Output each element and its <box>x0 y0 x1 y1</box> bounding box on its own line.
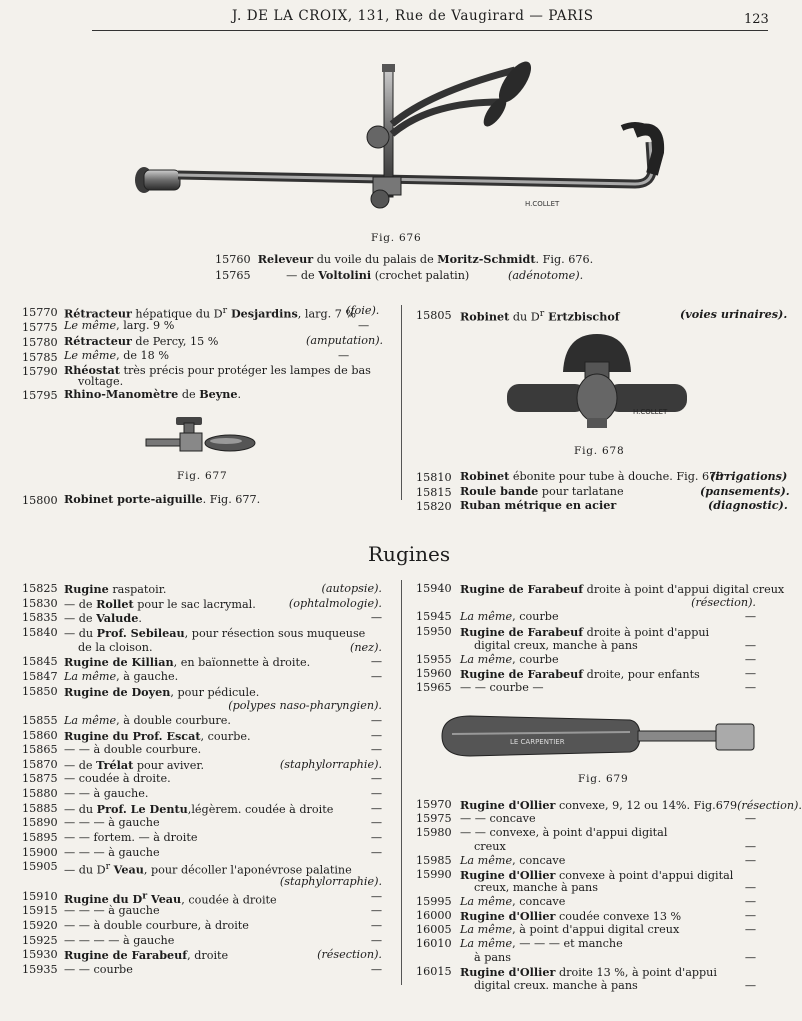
catalogue-number: 16010 <box>416 937 452 950</box>
catalogue-note: — <box>744 610 756 624</box>
catalogue-note: (ophtalmologie). <box>288 596 382 610</box>
catalogue-description: — de Rollet pour le sac lacrymal. <box>64 596 256 611</box>
entry-15820-note: (diagnostic). <box>708 498 788 512</box>
catalogue-description: Rugine de Farabeuf droite, pour enfants <box>460 667 700 682</box>
catalogue-note: (polypes naso-pharyngien). <box>228 699 382 713</box>
catalogue-note: — <box>370 962 382 976</box>
catalogue-note: — <box>370 655 382 669</box>
header-rule <box>92 30 768 31</box>
catalogue-note: — <box>370 904 382 918</box>
catalogue-number: 15960 <box>416 667 452 681</box>
column-divider-top <box>401 305 402 500</box>
catalogue-note: (nez). <box>349 640 382 654</box>
catalogue-number: 15875 <box>22 772 58 786</box>
catalogue-number: 15890 <box>22 816 58 830</box>
entry-15780: Rétracteur de Percy, 15 % <box>64 334 219 348</box>
catalogue-description: — — convexe, à point d'appui digital <box>460 825 668 839</box>
figure-676-illustration <box>130 62 670 222</box>
catalogue-description: Rugine de Farabeuf droite à point d'appui digital creux <box>460 582 785 596</box>
catalogue-description: La même, — — — et manche <box>460 937 623 950</box>
catalogue-number: 15935 <box>22 962 58 976</box>
catalogue-description: de la cloison. <box>78 640 153 654</box>
entry-15780-note: (amputation). <box>306 334 384 347</box>
catalogue-number: 15850 <box>22 684 58 698</box>
entry-15765: 15765 — de Voltolini (crochet palatin) <box>215 268 470 282</box>
catalogue-number: 15847 <box>22 669 58 683</box>
catalogue-note: — <box>370 889 382 903</box>
entry-15790-line2: voltage. <box>78 375 124 388</box>
catalogue-description: digital creux. manche à pans <box>474 978 638 992</box>
entry-15810-num: 15810 <box>416 471 452 484</box>
catalogue-number: 15860 <box>22 728 58 742</box>
figure-678-illustration <box>505 332 695 432</box>
catalogue-note: — <box>744 978 756 992</box>
fig676-signature: H.COLLET <box>525 200 560 208</box>
entry-15795-num: 15795 <box>22 389 58 402</box>
catalogue-note: — <box>370 918 382 932</box>
catalogue-description: La même, concave <box>460 853 566 867</box>
entry-15760: 15760 Releveur du voile du palais de Moritz-Schmidt. Fig. 676. <box>215 252 594 266</box>
catalogue-number: 15865 <box>22 743 58 757</box>
catalogue-description: — — à gauche. <box>64 787 149 801</box>
catalogue-note: — <box>370 669 382 683</box>
catalogue-number: 15835 <box>22 611 58 625</box>
entry-15770-note: (foie). <box>346 304 380 317</box>
entry-15790-num: 15790 <box>22 365 58 378</box>
entry-15820: Ruban métrique en acier <box>460 498 617 512</box>
column-divider-bottom <box>401 580 402 985</box>
entry-15800-num: 15800 <box>22 494 58 507</box>
catalogue-number: 15955 <box>416 653 452 666</box>
catalogue-number: 15925 <box>22 933 58 947</box>
section-title-rugines: Rugines <box>368 542 451 566</box>
catalogue-note: — <box>370 772 382 786</box>
catalogue-number: 15885 <box>22 801 58 815</box>
catalogue-number: 15905 <box>22 860 58 874</box>
catalogue-note: — <box>370 728 382 742</box>
entry-15820-num: 15820 <box>416 500 452 513</box>
catalogue-number: 15940 <box>416 582 452 595</box>
catalogue-description: La même, à gauche. <box>64 669 179 683</box>
catalogue-note: (staphylorraphie). <box>279 875 382 888</box>
entry-15785-num: 15785 <box>22 351 58 364</box>
entry-15805-note: (voies urinaires). <box>680 307 788 321</box>
entry-15815-num: 15815 <box>416 486 452 499</box>
catalogue-description: Rugine raspatoir. <box>64 582 167 596</box>
catalogue-note: — <box>744 653 756 666</box>
catalogue-description: La même, à double courbure. <box>64 713 231 727</box>
catalogue-description: à pans <box>474 950 512 964</box>
entry-15775-dash: — <box>358 319 370 332</box>
catalogue-number: 15845 <box>22 655 58 669</box>
catalogue-note: — <box>370 743 382 757</box>
catalogue-number: 15945 <box>416 610 452 624</box>
catalogue-number: 15995 <box>416 895 452 909</box>
entry-15805: Robinet du $D^r$ Ertzbischof <box>460 308 620 324</box>
catalogue-number: 15825 <box>22 582 58 595</box>
catalogue-description: Rugine de Doyen, pour pédicule. <box>64 684 260 699</box>
catalogue-number: 15910 <box>22 889 58 903</box>
catalogue-number: 16015 <box>416 964 452 978</box>
catalogue-note: — <box>744 950 756 964</box>
catalogue-description: creux, manche à pans <box>474 881 598 895</box>
catalogue-note: (résection). <box>317 948 382 962</box>
catalogue-description: — du Prof. Le Dentu,légèrem. coudée à droite <box>64 801 334 816</box>
catalogue-description: — — — à gauche <box>64 816 160 830</box>
catalogue-description: — — concave <box>460 811 536 825</box>
catalogue-note: — <box>744 681 756 695</box>
catalogue-description: — de Trélat pour aviver. <box>64 757 205 772</box>
catalogue-note: — <box>370 713 382 727</box>
catalogue-description: Rugine d'Ollier convexe, 9, 12 ou 14%. Fig.679(résection). <box>460 798 802 812</box>
catalogue-description: La même, à point d'appui digital creux <box>460 923 680 937</box>
catalogue-number: 15975 <box>416 811 452 825</box>
catalogue-description: Rugine d'Ollier droite 13 %, à point d'appui <box>460 964 717 979</box>
catalogue-note: — <box>744 811 756 825</box>
catalogue-note: — <box>370 933 382 947</box>
entry-15815: Roule bande pour tarlatane <box>460 484 624 498</box>
entry-15800: Robinet porte-aiguille. Fig. 677. <box>64 492 261 506</box>
catalogue-description: Rugine du $D^r$ Veau, coudée à droite <box>64 890 277 907</box>
catalogue-note: — <box>744 923 756 937</box>
catalogue-description: — — — à gauche <box>64 845 160 859</box>
page-number: 123 <box>744 12 769 27</box>
entry-15815-note: (pansements). <box>700 484 790 498</box>
catalogue-number: 15855 <box>22 713 58 727</box>
entry-15770-num: 15770 <box>22 306 58 319</box>
catalogue-note: — <box>370 816 382 830</box>
catalogue-number: 15915 <box>22 904 58 918</box>
catalogue-number: 15950 <box>416 624 452 638</box>
entry-15775-num: 15775 <box>22 321 58 334</box>
catalogue-note: — <box>744 895 756 909</box>
page-header: J. DE LA CROIX, 131, Rue de Vaugirard — PARIS <box>232 8 594 24</box>
catalogue-description: Rugine d'Ollier convexe à point d'appui digital <box>460 867 734 882</box>
catalogue-note: — <box>370 801 382 815</box>
catalogue-note: — <box>370 845 382 859</box>
catalogue-number: 15880 <box>22 787 58 801</box>
catalogue-description: La même, courbe <box>460 653 559 666</box>
catalogue-number: 16005 <box>416 923 452 937</box>
catalogue-number: 15920 <box>22 918 58 932</box>
entry-15770: Rétracteur hépatique du $D^r$ Desjardins, larg. 7 % <box>64 305 357 321</box>
catalogue-description: Rugine de Farabeuf droite à point d'appui <box>460 624 710 639</box>
catalogue-number: 15870 <box>22 757 58 771</box>
catalogue-description: Rugine de Killian, en baïonnette à droite. <box>64 655 311 670</box>
catalogue-note: — <box>370 831 382 845</box>
entry-15805-num: 15805 <box>416 309 452 322</box>
catalogue-note: — <box>744 853 756 867</box>
catalogue-number: 15990 <box>416 867 452 881</box>
catalogue-description: — — courbe — <box>460 681 544 695</box>
catalogue-number: 15930 <box>22 948 58 962</box>
catalogue-description: — du Prof. Sebileau, pour résection sous muqueuse <box>64 625 366 640</box>
catalogue-description: — de Valude. <box>64 611 142 626</box>
catalogue-number: 15830 <box>22 596 58 610</box>
catalogue-note: (autopsie). <box>321 582 382 595</box>
catalogue-description: Rugine du Prof. Escat, courbe. <box>64 728 251 743</box>
catalogue-note: (résection). <box>691 596 756 610</box>
entry-15775: Le même, larg. 9 % <box>64 319 175 332</box>
catalogue-note: — <box>744 909 756 923</box>
entry-15785-dash: — <box>338 349 350 362</box>
fig679-brand: LE CARPENTIER <box>510 738 565 746</box>
catalogue-description: Rugine d'Ollier coudée convexe 13 % <box>460 909 682 924</box>
fig676-caption: Fig. 676 <box>371 232 422 244</box>
catalogue-description: — — courbe <box>64 962 133 976</box>
catalogue-note: — <box>370 787 382 801</box>
catalogue-description: — — à double courbure. <box>64 743 202 757</box>
catalogue-number: 15900 <box>22 845 58 859</box>
entry-15785: Le même, de 18 % <box>64 349 169 362</box>
catalogue-note: (staphylorraphie). <box>279 757 382 771</box>
catalogue-note: — <box>744 638 756 652</box>
catalogue-note: — <box>744 881 756 895</box>
figure-679-illustration <box>440 712 758 760</box>
figure-677-illustration <box>146 415 258 455</box>
fig677-caption: Fig. 677 <box>177 470 228 482</box>
catalogue-number: 15985 <box>416 853 452 867</box>
entry-15780-num: 15780 <box>22 336 58 349</box>
entry-15765-note: (adénotome). <box>508 269 584 282</box>
catalogue-description: — — — à gauche <box>64 904 160 918</box>
entry-15810: Robinet ébonite pour tube à douche. Fig. 678 <box>460 469 724 483</box>
catalogue-note: — <box>744 667 756 681</box>
fig679-caption: Fig. 679 <box>578 773 629 785</box>
catalogue-description: — coudée à droite. <box>64 772 171 786</box>
entry-15810-note: (irrigations) <box>710 469 788 483</box>
catalogue-note: — <box>370 611 382 625</box>
catalogue-description: — — fortem. — à droite <box>64 831 198 845</box>
entry-15795: Rhino-Manomètre de Beyne. <box>64 387 242 401</box>
catalogue-description: — — — — à gauche <box>64 933 175 947</box>
catalogue-number: 15965 <box>416 681 452 695</box>
catalogue-description: creux <box>474 839 506 853</box>
catalogue-note: — <box>744 839 756 853</box>
catalogue-number: 15840 <box>22 625 58 639</box>
catalogue-number: 15895 <box>22 831 58 845</box>
catalogue-description: La même, courbe <box>460 610 559 624</box>
catalogue-description: digital creux, manche à pans <box>474 638 638 652</box>
catalogue-number: 15980 <box>416 825 452 839</box>
catalogue-number: 15970 <box>416 798 452 811</box>
catalogue-description: La même, concave <box>460 895 566 909</box>
catalogue-description: Rugine de Farabeuf, droite <box>64 948 229 963</box>
fig678-signature: H.COLLET <box>633 408 668 416</box>
catalogue-description: — — à double courbure, à droite <box>64 918 249 932</box>
fig678-caption: Fig. 678 <box>574 445 625 457</box>
catalogue-number: 16000 <box>416 909 452 923</box>
entry-15790: Rhéostat très précis pour protéger les lampes de bas <box>64 363 371 377</box>
catalogue-description: — du $D^r$ Veau, pour décoller l'aponévrose palatine <box>64 861 352 878</box>
